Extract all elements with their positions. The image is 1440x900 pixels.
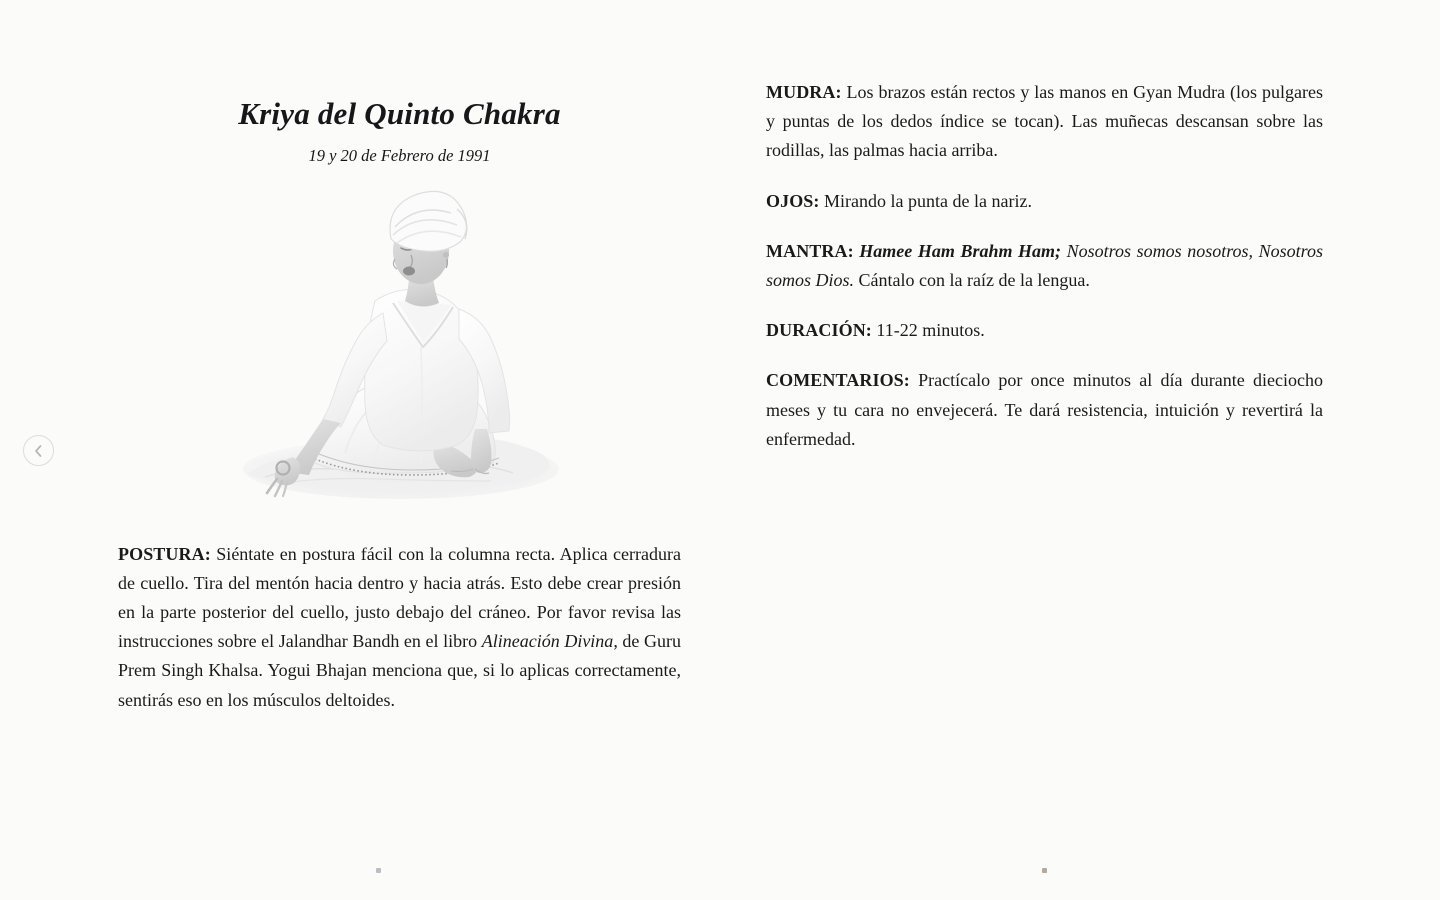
section-text-postura-2: , de Guru Prem Singh Khalsa. Yogui Bhajan menciona que, si lo aplicas correctamente, sentirás eso en los músculos deltoides.	[118, 631, 682, 710]
section-label-comentarios: COMENTARIOS:	[766, 370, 910, 391]
section-comentarios	[766, 366, 1323, 454]
left-column-body	[118, 540, 681, 715]
book-title-alineacion-divina: Alineación Divina	[481, 631, 614, 652]
meditation-pose-photo	[118, 184, 681, 514]
section-text-mudra: Los brazos están rectos y las manos en Gyan Mudra (los pulgares y puntas de los dedos índice se tocan). Las muñecas descansan sobre las rodillas, las palmas hacia arriba.	[766, 82, 1323, 161]
section-text-ojos: Mirando la punta de la nariz.	[819, 190, 1032, 211]
section-text-mantra: Cántalo con la raíz de la lengua.	[854, 270, 1090, 291]
chevron-left-icon	[33, 444, 44, 458]
section-mudra	[766, 78, 1323, 166]
section-label-duracion: DURACIÓN:	[766, 320, 872, 341]
section-label-postura: POSTURA:	[118, 543, 211, 564]
footer-marker-left	[376, 868, 381, 873]
page-subtitle: 19 y 20 de Febrero de 1991	[308, 145, 491, 165]
section-ojos	[766, 187, 1323, 216]
right-column	[766, 78, 1323, 475]
mantra-translation: Nosotros somos nosotros, Nosotros somos Dios.	[766, 240, 1323, 291]
mantra-sanskrit: Hamee Ham Brahm Ham;	[853, 240, 1062, 261]
section-mantra	[766, 237, 1323, 295]
section-text-comentarios: Practícalo por once minutos al día durante dieciocho meses y tu cara no envejecerá. Te dará resistencia, intuición y revertirá la enfermedad.	[766, 370, 1323, 449]
section-text-postura-1: Siéntate en postura fácil con la columna recta. Aplica cerradura de cuello. Tira del mentón hacia dentro y hacia atrás. Esto debe crear presión en la parte posterior del cuello, justo debajo del cráneo. Por favor revisa las instrucciones sobre el Jalandhar Bandh en el libro	[118, 543, 681, 652]
section-postura	[118, 540, 681, 715]
section-duracion	[766, 316, 1323, 345]
left-column	[118, 96, 681, 715]
footer-marker-right	[1042, 868, 1047, 873]
section-label-mantra: MANTRA:	[766, 240, 854, 261]
section-label-ojos: OJOS:	[766, 190, 820, 211]
page-title: Kriya del Quinto Chakra	[238, 96, 561, 131]
previous-page-button[interactable]	[23, 435, 54, 466]
section-label-mudra: MUDRA:	[766, 82, 842, 102]
section-text-duracion: 11-22 minutos.	[871, 320, 985, 341]
